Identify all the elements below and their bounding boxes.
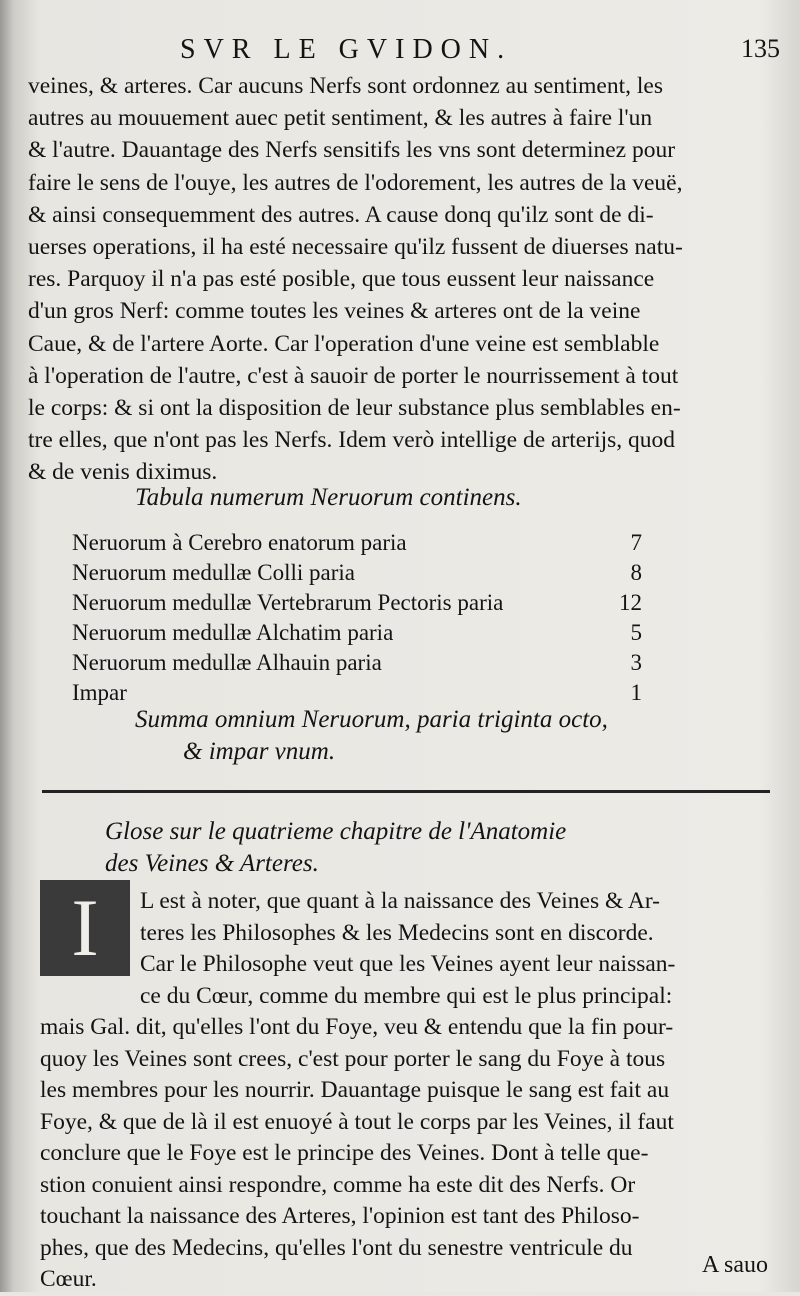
text-line: L est à noter, que quant à la naissance des Veines & Ar- — [140, 888, 660, 914]
text-line: faire le sens de l'ouye, les autres de l'odorement, les autres de la veuë, — [28, 169, 683, 196]
text-line: quoy les Veines sont crees, c'est pour porter le sang du Foye à tous — [40, 1045, 666, 1072]
table-row — [72, 528, 642, 558]
text-line: uerses operations, il ha esté necessaire qu'ilz fussent de diuerses natu- — [28, 234, 683, 261]
text-line: teres les Philosophes & les Medecins sont en discorde. — [140, 919, 654, 946]
text-line: tre elles, que n'ont pas les Nerfs. Idem verò intellige de arterijs, quod — [28, 427, 676, 454]
gloss-paragraph — [40, 886, 768, 1296]
text-line: autres au mouuement auec petit sentiment, & les autres à faire l'un — [28, 105, 653, 132]
page-header — [180, 34, 780, 74]
text-line: ce du Cœur, comme du membre qui est le plus principal: — [140, 982, 673, 1009]
text-line: Caue, & de l'artere Aorte. Car l'operation d'une veine est semblable — [28, 330, 660, 357]
row-label: Neruorum à Cerebro enatorum paria — [72, 530, 407, 555]
text-line: touchant la naissance des Arteres, l'opinion est tant des Philoso- — [40, 1203, 640, 1229]
text-line: veines, & arteres. Car aucuns Nerfs sont ordonnez au sentiment, les — [28, 73, 663, 99]
gloss-heading — [105, 816, 745, 880]
row-label: Impar — [72, 680, 127, 705]
text-line: Cœur. — [40, 1266, 97, 1292]
summary-line: Summa omnium Neruorum, paria triginta octo, — [135, 706, 608, 733]
row-count: 5 — [630, 620, 642, 645]
running-title: SVR LE GVIDON. — [180, 34, 513, 65]
heading-line: des Veines & Arteres. — [105, 850, 319, 877]
text-line: & l'autre. Dauantage des Nerfs sensitifs les vns sont determinez pour — [28, 137, 676, 164]
text-line: d'un gros Nerf: comme toutes les veines & arteres ont de la veine — [28, 298, 641, 325]
row-count: 8 — [630, 560, 642, 585]
catchword: A sauo — [702, 1252, 768, 1278]
row-label: Neruorum medullæ Alhauin paria — [72, 650, 382, 675]
text-line: stion conuient ainsi respondre, comme ha este dit des Nerfs. Or — [40, 1171, 636, 1198]
text-line: Foye, & que de là il est enuoyé à tout le corps par les Veines, il faut — [40, 1108, 674, 1135]
decorated-initial: I — [40, 880, 130, 976]
row-label: Neruorum medullæ Alchatim paria — [72, 620, 394, 645]
row-count: 7 — [630, 530, 642, 555]
row-label: Neruorum medullæ Colli paria — [72, 560, 355, 585]
nerve-count-table — [72, 528, 642, 708]
table-row — [72, 618, 642, 648]
text-line: & ainsi consequemment des autres. A cause donq qu'ilz sont de di- — [28, 201, 654, 228]
row-count: 3 — [630, 650, 642, 675]
text-line: le corps: & si ont la disposition de leur substance plus semblables en- — [28, 395, 681, 422]
table-summary — [135, 704, 655, 768]
text-line: & de venis diximus. — [28, 459, 218, 486]
table-row — [72, 558, 642, 588]
section-divider — [42, 790, 770, 793]
text-line: phes, que des Medecins, qu'elles l'ont du senestre ventricule du — [40, 1234, 633, 1261]
page-number: 135 — [741, 34, 780, 63]
text-line: res. Parquoy il n'a pas esté posible, que tous eussent leur naissance — [28, 266, 655, 293]
row-label: Neruorum medullæ Vertebrarum Pectoris paria — [72, 590, 504, 615]
text-line: conclure que le Foye est le principe des Veines. Dont à telle que- — [40, 1140, 649, 1166]
heading-line: Glose sur le quatrieme chapitre de l'Anatomie — [105, 818, 567, 845]
row-count: 12 — [619, 590, 642, 615]
table-row — [72, 648, 642, 678]
text-line: les membres pour les nourrir. Dauantage puisque le sang est fait au — [40, 1077, 670, 1103]
table-row — [72, 588, 642, 618]
text-line: mais Gal. dit, qu'elles l'ont du Foye, veu & entendu que la fin pour- — [40, 1014, 674, 1040]
row-count: 1 — [630, 680, 642, 705]
table-title: Tabula numerum Neruorum continens. — [135, 484, 522, 511]
body-paragraph — [28, 70, 774, 489]
text-line: à l'operation de l'autre, c'est à sauoir de porter le nourrissement à tout — [28, 362, 679, 389]
text-line: Car le Philosophe veut que les Veines ayent leur naissan- — [140, 951, 676, 977]
summary-line: & impar vnum. — [183, 738, 336, 765]
